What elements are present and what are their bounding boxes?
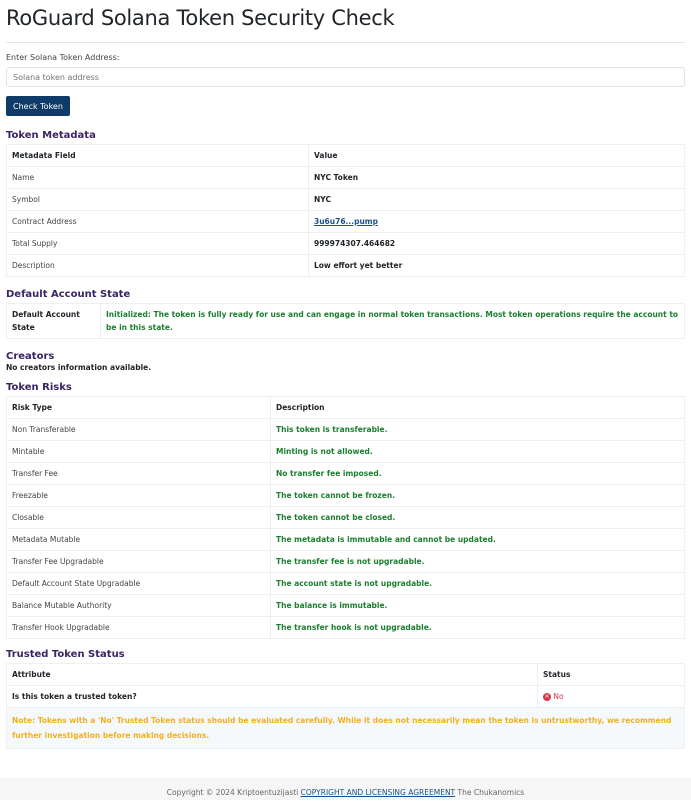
table-row [7, 463, 685, 485]
risk-type: Closable [7, 507, 271, 529]
risk-type: Metadata Mutable [7, 529, 271, 551]
creators-text: No creators information available. [6, 363, 152, 372]
field-name: Description [7, 255, 309, 277]
check-token-button[interactable]: Check Token [6, 96, 70, 116]
table-row [7, 485, 685, 507]
copyright-text: Copyright © 2024 Kriptoentuzijasti [166, 788, 299, 797]
field-value: 999974307.464682 [309, 233, 685, 255]
default-state-heading: Default Account State [6, 289, 131, 300]
trusted-note: Note: Tokens with a 'No' Trusted Token status should be evaluated carefully. While it does not necessarily mean the token is untrustworthy, we recommend further investigation before making decisions. [7, 708, 685, 749]
footer-suffix: The Chukanomics [457, 788, 525, 797]
risk-type: Freezable [7, 485, 271, 507]
col-header: Attribute [7, 664, 538, 686]
risk-type: Default Account State Upgradable [7, 573, 271, 595]
field-value: NYC Token [309, 167, 685, 189]
col-header: Status [538, 664, 685, 686]
divider [6, 42, 685, 43]
trusted-heading: Trusted Token Status [6, 649, 125, 660]
field-value: NYC [309, 189, 685, 211]
risks-heading: Token Risks [6, 382, 72, 393]
risk-description: The balance is immutable. [271, 595, 685, 617]
field-name: Contract Address [7, 211, 309, 233]
table-row [7, 686, 685, 708]
table-row [7, 255, 685, 277]
table-row [7, 189, 685, 211]
default-state-value: Initialized: The token is fully ready for use and can engage in normal token transactions. Most token operations require the account to be in this state. [101, 304, 685, 339]
risk-type: Transfer Fee [7, 463, 271, 485]
table-row [7, 167, 685, 189]
risk-type: Transfer Fee Upgradable [7, 551, 271, 573]
table-row [7, 419, 685, 441]
trusted-table [6, 663, 685, 749]
risk-description: The metadata is immutable and cannot be updated. [271, 529, 685, 551]
risk-description: The token cannot be closed. [271, 507, 685, 529]
metadata-heading: Token Metadata [6, 130, 96, 141]
table-row [7, 595, 685, 617]
page-title: RoGuard Solana Token Security Check [6, 6, 395, 30]
table-row [7, 211, 685, 233]
risk-description: The token cannot be frozen. [271, 485, 685, 507]
col-header: Risk Type [7, 397, 271, 419]
table-row [7, 551, 685, 573]
default-state-label: Default Account State [7, 304, 101, 339]
risk-description: The account state is not upgradable. [271, 573, 685, 595]
contract-address-link[interactable]: 3u6u76...pump [314, 217, 378, 226]
license-link[interactable]: COPYRIGHT AND LICENSING AGREEMENT [300, 788, 456, 797]
risk-description: No transfer fee imposed. [271, 463, 685, 485]
address-label: Enter Solana Token Address: [6, 53, 120, 62]
col-header: Value [309, 145, 685, 167]
footer [0, 778, 691, 800]
metadata-table [6, 144, 685, 277]
field-name: Symbol [7, 189, 309, 211]
table-row [7, 617, 685, 639]
field-name: Name [7, 167, 309, 189]
field-value: Low effort yet better [309, 255, 685, 277]
table-row [7, 233, 685, 255]
creators-heading: Creators [6, 351, 55, 362]
table-row [7, 441, 685, 463]
trusted-status: No [553, 692, 564, 701]
token-address-input[interactable] [6, 67, 685, 87]
table-row [7, 507, 685, 529]
error-icon: ✕ [544, 693, 550, 700]
risk-type: Non Transferable [7, 419, 271, 441]
col-header: Description [271, 397, 685, 419]
field-name: Total Supply [7, 233, 309, 255]
risks-table [6, 396, 685, 639]
risk-description: Minting is not allowed. [271, 441, 685, 463]
trusted-question: Is this token a trusted token? [7, 686, 538, 708]
default-state-table [6, 303, 685, 339]
risk-type: Balance Mutable Authority [7, 595, 271, 617]
table-row [7, 529, 685, 551]
table-row [7, 573, 685, 595]
risk-type: Mintable [7, 441, 271, 463]
risk-description: The transfer fee is not upgradable. [271, 551, 685, 573]
risk-description: The transfer hook is not upgradable. [271, 617, 685, 639]
col-header: Metadata Field [7, 145, 309, 167]
risk-type: Transfer Hook Upgradable [7, 617, 271, 639]
risk-description: This token is transferable. [271, 419, 685, 441]
